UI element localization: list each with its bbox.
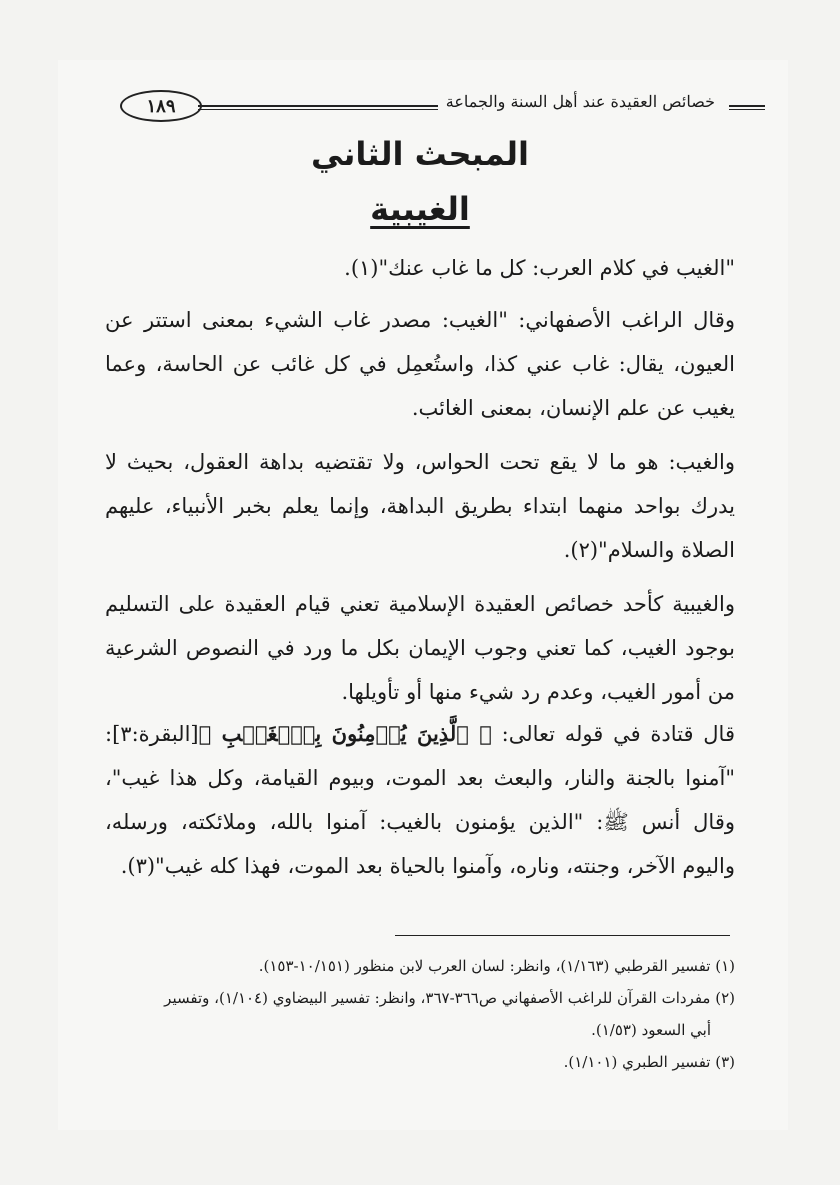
running-title: خصائص العقيدة عند أهل السنة والجماعة: [445, 92, 715, 111]
header-dash-thin: [729, 109, 765, 110]
quran-verse: ﴿ ٱلَّذِينَ يُؤۡمِنُونَ بِٱلۡغَيۡبِ ﴾: [198, 721, 492, 746]
page-number: ١٨٩: [120, 90, 202, 122]
topic-heading: الغيبية: [370, 190, 470, 228]
section-heading: المبحث الثاني: [310, 135, 530, 173]
header-rule: [198, 105, 438, 107]
footnote-2-continued: أبي السعود (١/٥٣).: [591, 1021, 711, 1039]
header-dash: [729, 105, 765, 107]
footnote-3: (٣) تفسير الطبري (١/١٠١).: [563, 1053, 735, 1071]
paragraph-3: والغيب: هو ما لا يقع تحت الحواس، ولا تقتضيه بداهة العقول، بحيث لا يدرك بواحد منهما ابتداء بطريق البداهة، وإنما يعلم بخبر الأنبياء، عليهم الصلاة والسلام"(٢).: [105, 450, 735, 562]
footnote-1: (١) تفسير القرطبي (١/١٦٣)، وانظر: لسان العرب لابن منظور (١٠/١٥١-١٥٣).: [258, 957, 735, 975]
paragraph-1: "الغيب في كلام العرب: كل ما غاب عنك"(١).: [344, 256, 735, 280]
paragraph-4: والغيبية كأحد خصائص العقيدة الإسلامية تعني قيام العقيدة على التسليم بوجود الغيب، كما تعني وجوب الإيمان بكل ما ورد في النصوص الشرعية من أمور الغيب، وعدم رد شيء منها أو تأويلها.: [105, 592, 735, 704]
paragraph-2: وقال الراغب الأصفهاني: "الغيب: مصدر غاب الشيء بمعنى استتر عن العيون، يقال: غاب عني كذا، واستُعمِل في كل غائب عن الحاسة، وعما يغيب عن علم الإنسان، بمعنى الغائب.: [105, 308, 735, 420]
footnotes: [105, 950, 735, 1078]
paragraph-5-body: [البقرة:٣]: "آمنوا بالجنة والنار، والبعث بعد الموت، وبيوم القيامة، وكل هذا غيب"، وقال أنس ﷺ: "الذين يؤمنون بالغيب: آمنوا بالله، وملائكته، ورسله، واليوم الآخر، وجنته، وناره، وآمنوا بالحياة بعد الموت، فهذا كله غيب"(٣).: [105, 722, 735, 878]
paragraph-5: [105, 712, 735, 888]
page-header: [110, 84, 765, 128]
header-rule-thin: [198, 109, 438, 110]
footnote-2: (٢) مفردات القرآن للراغب الأصفهاني ص٣٦٦-٣٦٧، وانظر: تفسير البيضاوي (١/١٠٤)، وتفسير: [164, 989, 735, 1007]
footnote-separator: [395, 935, 730, 936]
paragraph-5-intro: قال قتادة في قوله تعالى:: [491, 722, 735, 746]
